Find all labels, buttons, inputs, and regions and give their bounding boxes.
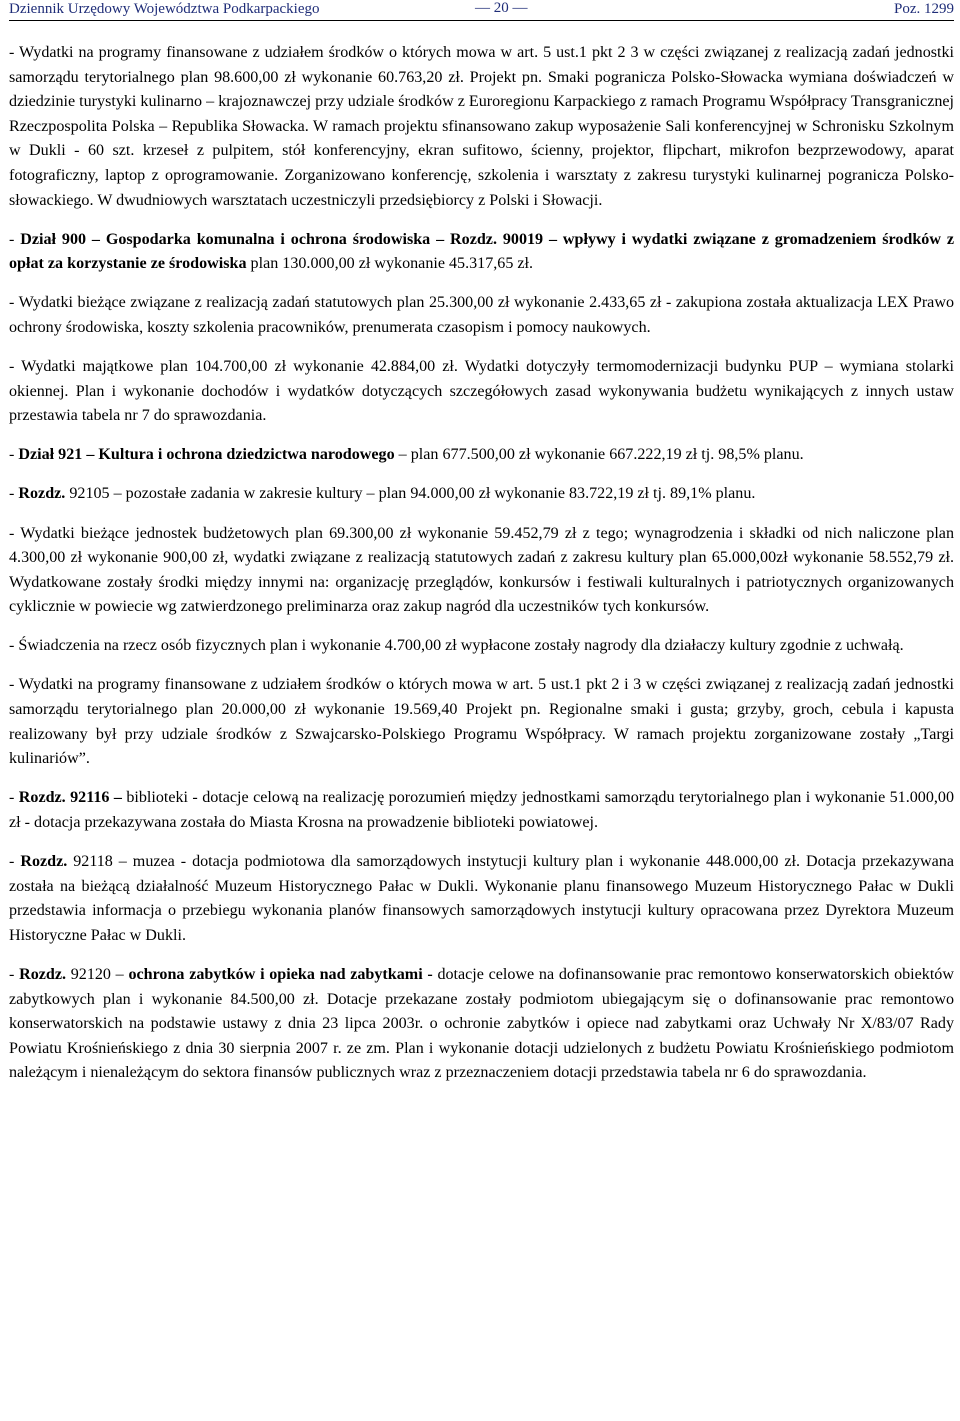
text-run: - Wydatki bieżące jednostek budżetowych plan 69.300,00 zł wykonanie 59.452,79 zł z tego; wynagrodzenia i składki od nich naliczone plan 4.300,00 zł wykonanie 900,00 zł, wydatki związane z realizacją statutowych zadań z zakresu kultury plan 65.000,00zł wykonanie 58.552,79 zł. Wydatkowane zostały środki między innymi na: organizację przeglądów, konkursów i festiwali kulturalnych i patriotycznych organizowanych cyklicznie w powiecie wg zatwierdzonego preliminarza oraz zakup nagród dla uczestników tych konkursów. [9,524,954,616]
text-run: 92120 – [66,965,129,983]
page-header [9,0,954,21]
page-number: — 20 — [475,0,528,16]
paragraph [9,41,954,213]
paragraph [9,850,954,948]
bold-text: Rozdz. [19,965,67,983]
document-body [9,41,954,1086]
text-run: - Świadczenia na rzecz osób fizycznych plan i wykonanie 4.700,00 zł wypłacone zostały nagrody dla działaczy kultury zgodnie z uchwałą. [9,637,904,655]
text-run: – plan 677.500,00 zł wykonanie 667.222,19 zł tj. 98,5% planu. [394,446,804,464]
paragraph [9,634,954,659]
text-run: 92118 – muzea - dotacja podmiotowa dla samorządowych instytucji kultury plan i wykonanie 448.000,00 zł. Dotacja przekazywana została na bieżącą działalność Muzeum Historycznego Pałac w Dukli. Wykonanie planu finansowego Muzeum Historycznego Pałac w Dukli przedstawia informacja o przebiegu wykonania planów finansowych samorządowych instytucji kultury opracowana przez Dyrektora Muzeum Historyczne Pałac w Dukli. [9,853,954,944]
text-run: - [9,965,20,983]
paragraph [9,355,954,429]
paragraph [9,443,954,468]
position-number: Poz. 1299 [894,1,954,17]
text-run: - Wydatki na programy finansowane z udziałem środków o których mowa w art. 5 ust.1 pkt 2 3 w części związanej z realizacją zadań jednostki samorządu terytorialnego plan 98.600,00 zł wykonanie 60.763,20 zł. Projekt pn. Smaki pogranicza Polsko-Słowacka wymiana doświadczeń w dziedzinie turystyki kulinarno – krajoznawczej przy udziale środków z Euroregionu Karpackiego z ramach Programu Współpracy Transgranicznej Rzeczpospolita Polska – Republika Słowacka. W ramach projektu sfinansowano zakup wyposażenie Sali konferencyjnej w Schronisku Szkolnym w Dukli - 60 szt. krzeseł z pulpitem, stół konferencyjny, ekran sufitowo, ścienny, projektor, flipchart, mikrofon bezprzewodowy, aparat fotograficzny, laptop z oprogramowanie. Zorganizowano konferencję, szkolenia i warsztaty z zakresu turystyki kulinarnej pogranicza Polsko- słowackiego. W dwudniowych warsztatach uczestniczyli przedsiębiorcy z Polski i Słowacji. [9,44,954,209]
paragraph [9,963,954,1086]
text-run: - [9,446,19,464]
journal-title: Dziennik Urzędowy Województwa Podkarpackiego [9,1,320,17]
text-run: dotacje celowe na dofinansowanie prac remontowo konserwatorskich obiektów zabytkowych plan i wykonanie 84.500,00 zł. Dotacje przekazane zostały podmiotom ubiegającym się o dofinansowanie prac remontowo konserwatorskich na podstawie ustawy z dnia 23 lipca 2003r. o ochronie zabytków i opiece nad zabytkami oraz Uchwały Nr X/83/07 Rady Powiatu Krośnieńskiego z dnia 30 sierpnia 2007 r. ze zm. Plan i wykonanie dotacji udzielonych z budżetu Powiatu Krośnieńskiego podmiotom należącym i nienależącym do sektora finansów publicznych wraz z przeznaczeniem dotacji przedstawia tabela nr 6 do sprawozdania. [9,965,954,1082]
paragraph [9,522,954,620]
bold-text: Dział 921 – Kultura i ochrona dziedzictwa narodowego [18,446,395,464]
text-run: - Wydatki na programy finansowane z udziałem środków o których mowa w art. 5 ust.1 pkt 2 i 3 w części związanej z realizacją zadań jednostki samorządu terytorialnego plan 20.000,00 zł wykonanie 19.569,40 Projekt pn. Regionalne smaki i gusta; grzyby, groch, cebula i kapusta realizowany był przy udziale środków z Szwajcarsko-Polskiego Programu Współpracy. W ramach projektu zorganizowane zostały „Targi kulinariów”. [9,676,954,768]
paragraph [9,482,954,507]
paragraph [9,228,954,277]
text-run: plan 130.000,00 zł wykonanie 45.317,65 zł. [246,255,534,273]
text-run: - [9,485,19,503]
bold-text: Rozdz. [20,853,68,871]
text-run: - [9,230,21,248]
text-run: 92105 – pozostałe zadania w zakresie kultury – plan 94.000,00 zł wykonanie 83.722,19 zł tj. 89,1% planu. [65,485,756,503]
text-run: - Wydatki majątkowe plan 104.700,00 zł wykonanie 42.884,00 zł. Wydatki dotyczyły termomodernizacji budynku PUP – wymiana stolarki okiennej. Plan i wykonanie dochodów i wydatków dotyczących szczegółowych zasad wykonywania budżetu wynikających z innych ustaw przestawia tabela nr 7 do sprawozdania. [9,358,954,425]
paragraph [9,786,954,835]
bold-text: Rozdz. [18,485,66,503]
text-run: - Wydatki bieżące związane z realizacją zadań statutowych plan 25.300,00 zł wykonanie 2.433,65 zł - zakupiona została aktualizacja LEX Prawo ochrony środowiska, koszty szkolenia pracowników, prenumerata czasopism i pomocy naukowych. [9,294,954,336]
text-run: biblioteki - dotacje celową na realizację porozumień między jednostkami samorządu terytorialnego plan i wykonanie 51.000,00 zł - dotacja przekazywana została do Miasta Krosna na prowadzenie biblioteki powiatowej. [9,789,954,831]
paragraph [9,673,954,771]
paragraph [9,291,954,340]
text-run: - [9,853,21,871]
bold-text: Rozdz. 92116 – [18,789,122,807]
bold-text: ochrona zabytków i opieka nad zabytkami - [128,965,433,983]
bold-text: Dział 900 – Gospodarka komunalna i ochrona środowiska – Rozdz. 90019 – wpływy i wydatki związane z gromadzeniem środków z opłat za korzystanie ze środowiska [9,230,954,273]
text-run: - [9,789,19,807]
